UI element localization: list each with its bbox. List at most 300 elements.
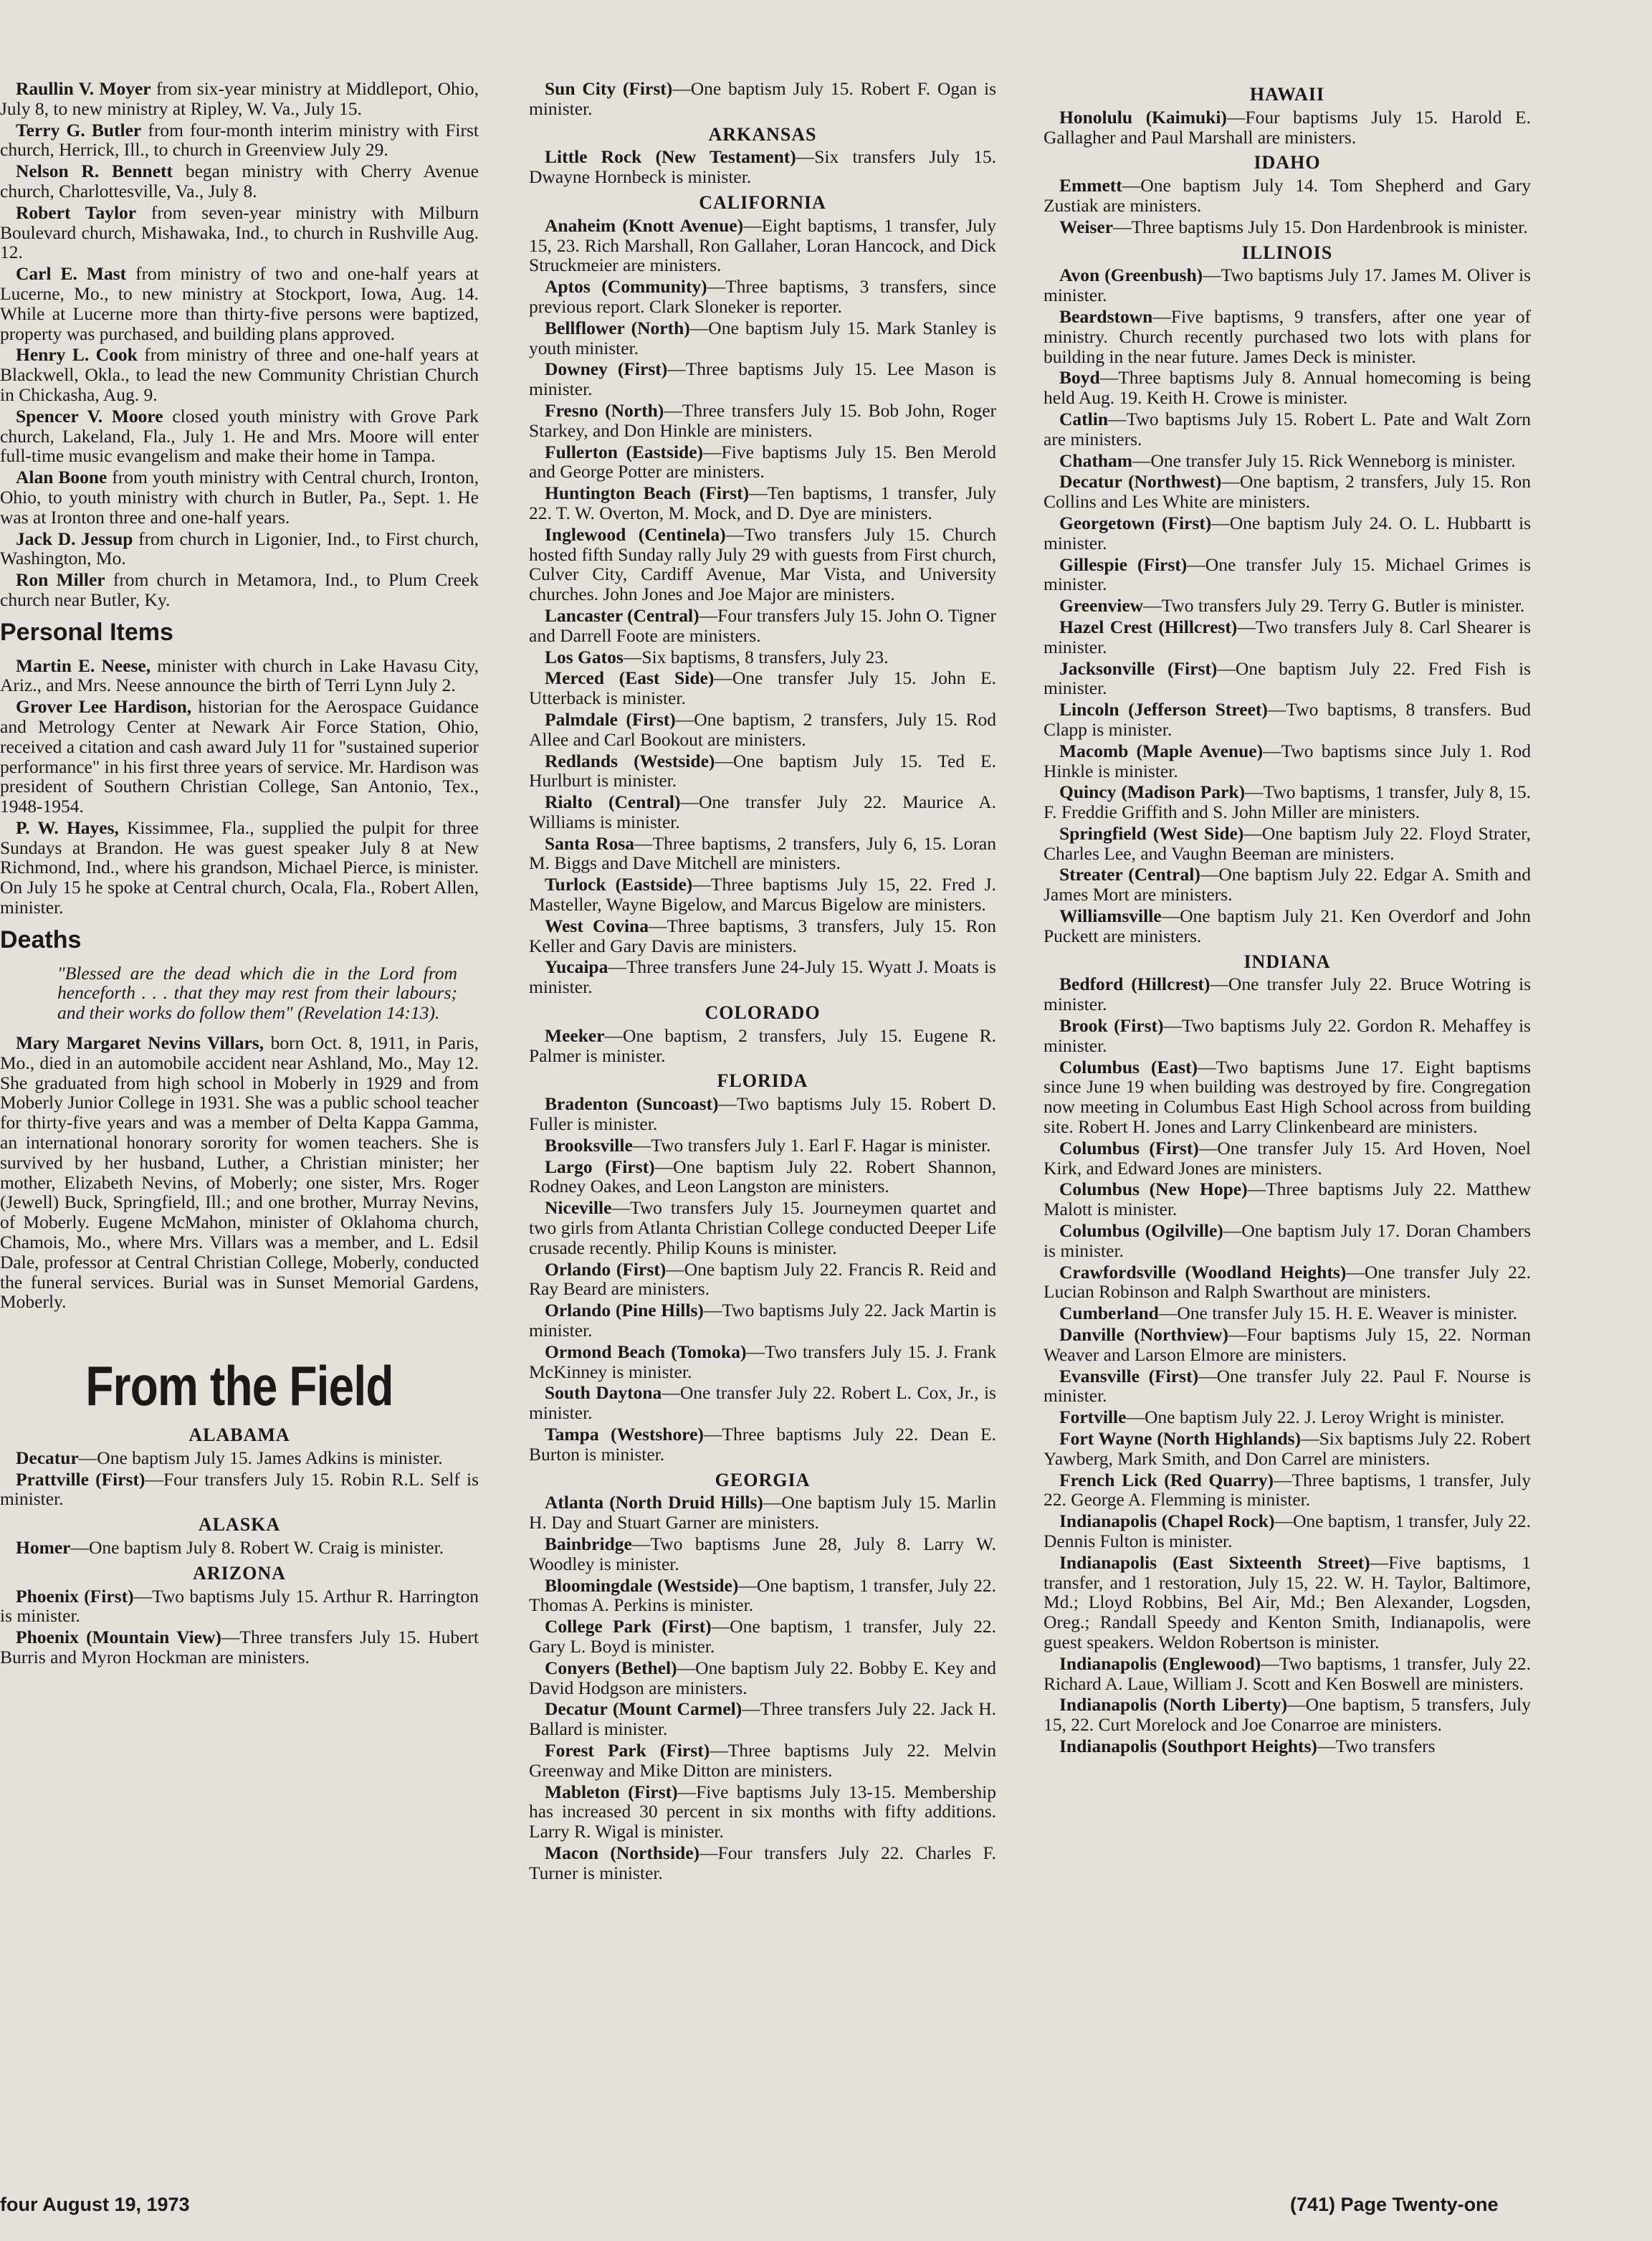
news-entry [1044, 1429, 1531, 1469]
news-entry [1044, 782, 1531, 822]
entry-lead: Anaheim (Knott Avenue) [545, 214, 744, 236]
entry-text: —One transfer July 15. Ard Hoven, Noel Kirk, and Edward Jones are ministers. [1044, 1137, 1531, 1179]
news-entry [0, 264, 479, 343]
entry-text: —Two baptisms, 8 transfers. Bud Clapp is minister. [1044, 699, 1531, 740]
entry-text: —One baptism, 2 transfers, July 15. Ron Collins and Les White are ministers. [1044, 471, 1531, 513]
footer-page-number: (741) Page Twenty-one [1290, 2194, 1499, 2215]
entry-lead: Indianapolis (Southport Heights) [1059, 1735, 1317, 1756]
entry-lead: Weiser [1059, 216, 1114, 237]
entry-text: —One baptism July 15. Ted E. Hurlburt is minister. [529, 750, 997, 791]
entry-text: —Three transfers July 15. Hubert Burris and Myron Hockman are ministers. [0, 1627, 479, 1667]
news-entry [529, 1843, 996, 1883]
entry-lead: Martin E. Neese, [16, 655, 151, 676]
entry-text: —Two baptisms June 17. Eight baptisms since June 19 when building was destroyed by fire. Congregation now meeting in Columbus East High School across from building site. Robert H. Jones and Larry Clinkenbeard are ministers. [1044, 1056, 1531, 1138]
state-heading: COLORADO [705, 1002, 821, 1024]
entry-lead: Lancaster (Central) [545, 604, 700, 626]
entry-lead: Catlin [1059, 408, 1109, 429]
entry-lead: Columbus (First) [1059, 1137, 1199, 1158]
ministry-changes-list [0, 79, 479, 610]
entry-text: —One transfer July 22. Maurice A. Williams is minister. [529, 791, 997, 832]
entry-text: —One baptism July 22. Bobby E. Key and David Hodgson are ministers. [529, 1657, 997, 1698]
news-entry [529, 647, 996, 667]
news-entry [1044, 1016, 1531, 1056]
entry-text: —Three baptisms July 8. Annual homecoming is being held Aug. 19. Keith H. Crowe is minister. [1044, 367, 1531, 409]
news-entry [529, 1741, 996, 1781]
entry-lead: Rialto (Central) [545, 791, 681, 813]
news-entry [0, 1470, 479, 1510]
news-entry [1044, 617, 1531, 657]
news-entry [529, 710, 996, 750]
news-entry [1044, 513, 1531, 553]
news-entry [529, 277, 996, 317]
entry-lead: Decatur (Mount Carmel) [545, 1698, 743, 1720]
news-entry [529, 1157, 996, 1197]
news-entry [0, 345, 479, 404]
entry-lead: Phoenix (Mountain View) [16, 1627, 221, 1648]
news-entry [529, 1699, 996, 1739]
entry-text: —Two baptisms July 15. Robert D. Fuller is minister. [529, 1093, 996, 1135]
entry-text: —Eight baptisms, 1 transfer, July 15, 23. Rich Marshall, Ron Gallaher, Loran Hancock, and Dick Struckmeier are ministers. [529, 214, 996, 276]
news-entry [529, 1260, 996, 1300]
entry-lead: Sun City (First) [545, 78, 673, 99]
news-entry [529, 525, 996, 604]
entry-lead: Greenview [1059, 595, 1144, 617]
entry-lead: Huntington Beach (First) [545, 482, 750, 504]
entry-lead: Decatur [16, 1447, 79, 1468]
entry-lead: Macomb (Maple Avenue) [1059, 740, 1264, 761]
news-entry [1044, 1057, 1531, 1137]
entry-lead: Cumberland [1059, 1303, 1159, 1324]
entry-text: —One transfer July 15. H. E. Weaver is minister. [1158, 1303, 1518, 1324]
entry-lead: Bedford (Hillcrest) [1059, 974, 1211, 995]
news-entry [1044, 409, 1531, 449]
news-entry [529, 442, 996, 482]
entry-text: —One baptism July 14. Tom Shepherd and Gary Zustiak are ministers. [1044, 175, 1531, 216]
entry-text: —Two baptisms July 15. Robert L. Pate and Walt Zorn are ministers. [1044, 408, 1531, 449]
news-entry [529, 1383, 996, 1423]
entry-text: —Three baptisms July 22. Dean E. Burton is minister. [529, 1424, 996, 1465]
news-entry [529, 916, 996, 956]
entry-text: —One transfer July 22. Bruce Wotring is minister. [1044, 974, 1532, 1015]
entry-text: —Two baptisms July 15. Arthur R. Harrington is minister. [0, 1585, 479, 1627]
entry-text: —Four baptisms July 15, 22. Norman Weaver and Larson Elmore are ministers. [1044, 1324, 1531, 1365]
entry-text: —Three transfers July 15. Bob John, Roger Starkey, and Don Hinkle are ministers. [529, 399, 997, 441]
entry-text: —One baptism July 15. Robert F. Ogan is minister. [529, 78, 996, 119]
news-entry [1044, 1179, 1531, 1219]
entry-text: —Two transfers July 15. Church hosted fifth Sunday rally July 29 with guests from First church, Culver City, Cardiff Avenue, Mar Vista, and University churches. John Jones and Joe Major are ministers. [529, 523, 996, 605]
entry-text: —One baptism July 22. Floyd Strater, Charles Lee, and Vaughn Beeman are ministers. [1044, 822, 1531, 864]
entry-lead: Orlando (Pine Hills) [545, 1300, 704, 1321]
entry-text: —One baptism, 2 transfers, July 15. Eugene R. Palmer is minister. [529, 1024, 996, 1066]
entry-text: —Three transfers July 22. Jack H. Ballard is minister. [529, 1698, 997, 1740]
entry-lead: South Daytona [545, 1382, 662, 1404]
news-entry [0, 406, 479, 466]
personal-items-heading: Personal Items [0, 618, 173, 646]
state-heading: HAWAII [1249, 84, 1325, 105]
entry-lead: Emmett [1059, 175, 1122, 196]
entry-lead: Niceville [545, 1197, 612, 1219]
entry-text: —Three baptisms July 22. Matthew Malott is minister. [1044, 1179, 1532, 1220]
news-entry [529, 1136, 996, 1156]
entry-text: —Two baptisms July 22. Gordon R. Mehaffey is minister. [1044, 1015, 1531, 1056]
entry-lead: Fullerton (Eastside) [545, 441, 704, 462]
entry-text: —One baptism July 22. Francis R. Reid and Ray Beard are ministers. [529, 1258, 997, 1300]
news-entry [1044, 307, 1531, 366]
news-entry [1044, 1511, 1531, 1551]
state-heading: ILLINOIS [1241, 242, 1333, 263]
news-entry [0, 1538, 479, 1558]
entry-lead: Alan Boone [16, 467, 108, 488]
entry-lead: Jack D. Jessup [16, 528, 133, 549]
entry-lead: Indianapolis (North Liberty) [1059, 1694, 1288, 1716]
news-entry [0, 1448, 479, 1468]
entry-text: —Three baptisms, 3 transfers, since previous report. Clark Sloneker is reporter. [529, 276, 996, 317]
field-states-left [0, 1425, 479, 1667]
entry-lead: Columbus (Ogilville) [1059, 1220, 1223, 1242]
entry-text: —One transfer July 22. Paul F. Nourse is minister. [1044, 1365, 1531, 1407]
deaths-heading: Deaths [0, 926, 82, 953]
entry-lead: Little Rock (New Testament) [545, 146, 796, 168]
entry-lead: Largo (First) [545, 1156, 655, 1177]
news-entry [0, 570, 479, 610]
entry-lead: Henry L. Cook [16, 344, 138, 366]
entry-lead: Quincy (Madison Park) [1059, 781, 1246, 803]
entry-lead: Bellflower (North) [545, 317, 690, 338]
news-entry [0, 467, 479, 527]
entry-lead: Yucaipa [545, 956, 608, 978]
entry-lead: Grover Lee Hardison, [16, 696, 192, 718]
entry-lead: Jacksonville (First) [1059, 657, 1218, 679]
state-heading: INDIANA [1243, 951, 1331, 972]
entry-text: —Four transfers July 15. Robin R.L. Self is minister. [0, 1468, 479, 1510]
state-heading: ALASKA [198, 1514, 281, 1536]
entry-lead: Beardstown [1059, 305, 1153, 327]
news-entry [1044, 1366, 1531, 1407]
news-entry [1044, 741, 1531, 781]
entry-text: —One transfer July 15. Michael Grimes is minister. [1044, 553, 1531, 595]
news-entry [529, 957, 996, 997]
news-entry [0, 1033, 479, 1312]
news-entry [0, 1586, 479, 1627]
news-entry [529, 792, 996, 832]
entry-lead: Mary Margaret Nevins Villars, [16, 1032, 264, 1054]
entry-lead: Lincoln (Jefferson Street) [1059, 699, 1268, 720]
entry-lead: Terry G. Butler [16, 119, 142, 141]
entry-text: —One transfer July 22. Lucian Robinson and Ralph Swarthout are ministers. [1044, 1261, 1531, 1303]
entry-text: —Six baptisms July 22. Robert Yawberg, Mark Smith, and Don Carrel are ministers. [1044, 1428, 1531, 1469]
entry-text: —One baptism, 1 transfer, July 22. Dennis Fulton is minister. [1044, 1510, 1531, 1551]
entry-lead: Inglewood (Centinela) [545, 523, 726, 545]
state-heading: ALABAMA [188, 1424, 290, 1446]
news-entry [1044, 472, 1531, 512]
entry-text: —Two transfers July 15. Journeymen quartet and two girls from Atlanta Christian College conducted Deeper Life crusade recently. Philip Kouns is minister. [529, 1197, 996, 1258]
entry-lead: Chatham [1059, 449, 1133, 471]
news-entry [0, 120, 479, 161]
entry-text: —Two transfers [1317, 1735, 1436, 1756]
news-entry [1044, 824, 1531, 864]
entry-lead: Nelson R. Bennett [16, 161, 173, 182]
news-entry [0, 656, 479, 696]
entry-lead: Forest Park (First) [545, 1739, 710, 1761]
news-entry [529, 216, 996, 275]
news-entry [1044, 596, 1531, 616]
entry-text: —Five baptisms, 1 transfer, and 1 restoration, July 15, 22. W. H. Taylor, Baltimore, Md.; Lloyd Robbins, Bel Air, Md.; Ben Alexander, Logsden, Oreg.; Randall Speedy and Kenton Smith, Indianapolis, were guest speakers. Weldon Robertson is minister. [1044, 1551, 1531, 1652]
entry-lead: Gillespie (First) [1059, 553, 1188, 575]
entry-text: from church in Metamora, Ind., to Plum Creek church near Butler, Ky. [0, 569, 479, 610]
news-entry [529, 1658, 996, 1698]
news-entry [1044, 1221, 1531, 1261]
entry-lead: Robert Taylor [16, 201, 137, 223]
news-entry [529, 1026, 996, 1066]
news-entry [1044, 555, 1531, 595]
entry-text: from four-month interim ministry with First church, Herrick, Ill., to church in Greenview July 29. [0, 119, 479, 161]
entry-lead: Williamsville [1059, 905, 1162, 927]
entry-text: —One baptism July 22. Fred Fish is minister. [1044, 657, 1531, 699]
entry-lead: Homer [16, 1537, 71, 1558]
news-entry [1044, 108, 1531, 148]
news-entry [0, 203, 479, 262]
entry-text: —One baptism July 17. Doran Chambers is minister. [1044, 1220, 1531, 1261]
entry-text: —Two baptisms June 28, July 8. Larry W. Woodley is minister. [529, 1533, 996, 1574]
entry-text: —One baptism, 1 transfer, July 22. Thomas A. Perkins is minister. [529, 1574, 996, 1616]
entry-text: minister with church in Lake Havasu City, Ariz., and Mrs. Neese announce the birth of Terri Lynn July 2. [0, 655, 479, 696]
entry-text: —Four transfers July 22. Charles F. Turner is minister. [529, 1842, 997, 1883]
entry-lead: Indianapolis (East Sixteenth Street) [1059, 1551, 1370, 1573]
news-entry [1044, 176, 1531, 216]
news-entry [1044, 1736, 1531, 1756]
news-entry [1044, 1654, 1531, 1694]
entry-lead: Fort Wayne (North Highlands) [1059, 1428, 1302, 1449]
entry-lead: Crawfordsville (Woodland Heights) [1059, 1261, 1347, 1283]
entry-lead: Palmdale (First) [545, 708, 676, 730]
news-entry [529, 834, 996, 874]
entry-lead: P. W. Hayes, [16, 817, 119, 838]
entry-text: —One transfer July 15. Rick Wenneborg is minister. [1132, 449, 1516, 471]
entry-text: —One baptism July 22. J. Leroy Wright is minister. [1126, 1407, 1505, 1428]
news-entry [1044, 659, 1531, 699]
news-entry [529, 875, 996, 915]
entry-lead: Aptos (Community) [545, 276, 707, 298]
entry-lead: Danville (Northview) [1059, 1324, 1228, 1346]
entry-text: —One baptism July 22. Robert Shannon, Rodney Oakes, and Leon Langston are ministers. [529, 1156, 996, 1197]
footer-date: four August 19, 1973 [0, 2194, 190, 2215]
entry-text: —Three baptisms July 15, 22. Fred J. Masteller, Wayne Bigelow, and Marcus Bigelow are ministers. [529, 874, 996, 915]
entry-lead: Bradenton (Suncoast) [545, 1093, 719, 1115]
entry-text: —One baptism July 15. James Adkins is minister. [78, 1447, 443, 1468]
news-entry [1044, 1262, 1531, 1303]
entry-lead: Turlock (Eastside) [545, 874, 693, 895]
entry-text: from youth ministry with Central church, Ironton, Ohio, to youth ministry with church in Butler, Pa., Sept. 1. He was at Ironton three and one-half years. [0, 467, 479, 528]
entry-lead: Decatur (Northwest) [1059, 471, 1222, 493]
entry-text: —Three baptisms, 1 transfer, July 22. George A. Flemming is minister. [1044, 1469, 1531, 1510]
entry-text: —Six transfers July 15. Dwayne Hornbeck is minister. [529, 146, 996, 188]
news-entry [529, 318, 996, 358]
entry-text: from seven-year ministry with Milburn Boulevard church, Mishawaka, Ind., to church in Rushville Aug. 12. [0, 201, 479, 263]
entry-lead: Brook (First) [1059, 1015, 1164, 1037]
entry-text: —Five baptisms July 13-15. Membership has increased 30 percent in six months with fifty additions. Larry R. Wigal is minister. [529, 1781, 996, 1842]
entry-text: born Oct. 8, 1911, in Paris, Mo., died in an automobile accident near Ashland, Mo., May 12. She graduated from high school in Moberly in 1929 and from Moberly Junior College in 1931. She was a public school teacher for thirty-five years and was a member of Delta Kappa Gamma, an international honorary sorority for women teachers. She is survived by her husband, Luther, a Christian minister; her mother, Elizabeth Nevins, of Moberly; one sister, Mrs. Roger (Jewell) Buck, Springfield, Ill.; and one brother, Murray Nevins, of Moberly. Eugene McMahon, minister of Oklahoma church, Chamois, Mo., where Mrs. Villars was a member, and L. Edsil Dale, professor at Central Christian College, Moberly, conducted the funeral services. Burial was in Sunset Memorial Gardens, Moberly. [0, 1032, 479, 1313]
entry-lead: Meeker [545, 1024, 605, 1046]
entry-text: —Five baptisms July 15. Ben Merold and George Potter are ministers. [529, 441, 996, 482]
entry-lead: Merced (East Side) [545, 667, 715, 689]
entry-lead: Georgetown (First) [1059, 512, 1212, 533]
entry-lead: Indianapolis (Chapel Rock) [1059, 1510, 1275, 1532]
entry-text: —One baptism, 1 transfer, July 22. Gary L. Boyd is minister. [529, 1616, 996, 1657]
entry-lead: College Park (First) [545, 1616, 712, 1637]
news-entry [1044, 1695, 1531, 1735]
entry-text: —Two baptisms July 22. Jack Martin is minister. [529, 1300, 996, 1341]
state-heading: FLORIDA [717, 1070, 808, 1092]
entry-text: —Three baptisms, 3 transfers, July 15. Ron Keller and Gary Davis are ministers. [529, 915, 996, 956]
news-entry [529, 751, 996, 791]
entry-lead: Mableton (First) [545, 1781, 678, 1802]
entry-lead: Spencer V. Moore [16, 405, 163, 427]
entry-text: —Two transfers July 1. Earl F. Hagar is minister. [632, 1134, 991, 1156]
news-entry [1044, 1553, 1531, 1652]
news-entry [1044, 1303, 1531, 1323]
entry-lead: Santa Rosa [545, 832, 635, 854]
deaths-quote: "Blessed are the dead which die in the Lord from henceforth . . . that they may rest from their labours; and their works do follow them" (Revelation 14:13). [57, 962, 457, 1024]
news-entry [529, 1424, 996, 1465]
entry-text: —Two baptisms since July 1. Rod Hinkle is minister. [1044, 740, 1532, 781]
entry-text: —Four transfers July 15. John O. Tigner and Darrell Foote are ministers. [529, 604, 996, 646]
column-middle [529, 79, 996, 1885]
entry-text: —One transfer July 15. John E. Utterback is minister. [529, 667, 996, 709]
entry-lead: Carl E. Mast [16, 263, 127, 285]
entry-lead: Ron Miller [16, 569, 105, 591]
entry-lead: Macon (Northside) [545, 1842, 700, 1863]
entry-text: —Four baptisms July 15. Harold E. Gallagher and Paul Marshall are ministers. [1044, 106, 1531, 148]
news-entry [529, 1617, 996, 1657]
news-entry [529, 1094, 996, 1134]
entry-text: —Five baptisms, 9 transfers, after one year of ministry. Church recently purchased two lots with plans for building in the near future. James Deck is minister. [1044, 305, 1531, 367]
news-entry [1044, 368, 1531, 408]
entry-text: —Ten baptisms, 1 transfer, July 22. T. W. Overton, M. Mock, and D. Dye are ministers. [529, 482, 996, 523]
entry-text: —One baptism, 2 transfers, July 15. Rod Allee and Carl Bookout are ministers. [529, 708, 996, 750]
state-heading: ARIZONA [193, 1562, 286, 1584]
entry-lead: Orlando (First) [545, 1258, 667, 1280]
news-entry [529, 1198, 996, 1257]
news-entry [1044, 1407, 1531, 1427]
entry-lead: Atlanta (North Druid Hills) [545, 1492, 763, 1513]
entry-text: —One transfer July 22. Robert L. Cox, Jr., is minister. [529, 1382, 996, 1424]
news-entry [1044, 906, 1531, 946]
entry-lead: Honolulu (Kaimuki) [1059, 106, 1227, 128]
entry-lead: Raullin V. Moyer [16, 78, 151, 99]
column-left [0, 79, 479, 1669]
entry-lead: Fresno (North) [545, 399, 664, 421]
entry-lead: Tampa (Westshore) [545, 1424, 704, 1445]
news-entry [1044, 700, 1531, 740]
news-entry [529, 483, 996, 523]
entry-lead: Springfield (West Side) [1059, 822, 1244, 844]
news-entry [1044, 865, 1531, 905]
entry-text: —One baptism July 15. Marlin H. Day and Stuart Garner are ministers. [529, 1492, 996, 1533]
entry-lead: French Lick (Red Quarry) [1059, 1469, 1274, 1490]
entry-lead: Columbus (New Hope) [1059, 1179, 1248, 1200]
entry-text: —One baptism July 21. Ken Overdorf and John Puckett are ministers. [1044, 905, 1531, 946]
state-heading: CALIFORNIA [699, 191, 826, 213]
news-entry [529, 1576, 996, 1616]
entry-text: —Three baptisms July 15. Don Hardenbrook is minister. [1113, 216, 1528, 237]
entry-lead: Ormond Beach (Tomoka) [545, 1341, 747, 1362]
entry-text: —Two baptisms, 1 transfer, July 8, 15. F. Freddie Griffith and S. John Miller are ministers. [1044, 781, 1531, 823]
news-entry [1044, 217, 1531, 237]
entry-lead: Prattville (First) [16, 1468, 145, 1490]
state-heading: IDAHO [1254, 152, 1321, 173]
entry-text: —One baptism, 5 transfers, July 15, 22. Curt Morelock and Joe Conarroe are ministers. [1044, 1694, 1532, 1736]
news-entry [0, 818, 479, 918]
news-entry [529, 1493, 996, 1533]
entry-text: —One baptism July 15. Mark Stanley is youth minister. [529, 317, 996, 358]
entry-text: —Two transfers July 8. Carl Shearer is minister. [1044, 616, 1532, 657]
news-entry [529, 401, 996, 441]
entry-lead: Bloomingdale (Westside) [545, 1574, 739, 1596]
entry-text: —Three baptisms, 2 transfers, July 6, 15. Loran M. Biggs and Dave Mitchell are ministers. [529, 832, 997, 874]
entry-text: —Three transfers June 24-July 15. Wyatt J. Moats is minister. [529, 956, 996, 998]
news-entry [529, 1782, 996, 1842]
news-entry [529, 1534, 996, 1574]
entry-lead: Boyd [1059, 367, 1100, 389]
entry-lead: Columbus (East) [1059, 1056, 1198, 1077]
news-entry [1044, 1470, 1531, 1510]
entry-lead: Streater (Central) [1059, 864, 1200, 885]
entry-lead: Los Gatos [545, 646, 624, 667]
news-entry [0, 1627, 479, 1667]
column-right [1044, 79, 1531, 1758]
entry-lead: West Covina [545, 915, 649, 936]
news-entry [529, 147, 996, 187]
entry-lead: Redlands (Westside) [545, 750, 715, 771]
news-entry [529, 359, 996, 399]
news-entry [529, 79, 996, 119]
entry-text: —Two transfers July 29. Terry G. Butler is minister. [1143, 595, 1525, 617]
entry-text: —Three baptisms July 22. Melvin Greenway and Mike Ditton are ministers. [529, 1739, 997, 1781]
entry-text: —Three baptisms July 15. Lee Mason is minister. [529, 358, 996, 400]
entry-text: —One baptism July 24. O. L. Hubbartt is minister. [1044, 512, 1531, 553]
entry-text: began ministry with Cherry Avenue church, Charlottesville, Va., July 8. [0, 161, 479, 201]
entry-text: —One baptism July 8. Robert W. Craig is minister. [70, 1537, 444, 1558]
entry-text: —Two baptisms, 1 transfer, July 22. Richard A. Laue, William J. Scott and Ken Boswell are ministers. [1044, 1652, 1531, 1694]
entry-text: Kissimmee, Fla., supplied the pulpit for three Sundays at Brandon. He was guest speaker July 8 at New Richmond, Ind., where his grandson, Michael Pierce, is minister. On July 15 he spoke at Central church, Ocala, Fla., Robert Allen, minister. [0, 817, 479, 918]
entry-text: —One baptism July 22. Edgar A. Smith and James Mort are ministers. [1044, 864, 1532, 905]
entry-text: from six-year ministry at Middleport, Ohio, July 8, to new ministry at Ripley, W. Va., July 15. [0, 78, 479, 119]
entry-text: from church in Ligonier, Ind., to First church, Washington, Mo. [0, 528, 479, 569]
news-entry [0, 529, 479, 569]
entry-text: —Two baptisms July 17. James M. Oliver is minister. [1044, 265, 1531, 306]
news-entry [529, 668, 996, 708]
entry-lead: Phoenix (First) [16, 1585, 134, 1607]
state-heading: ARKANSAS [708, 123, 817, 145]
entry-lead: Downey (First) [545, 358, 668, 380]
entry-lead: Fortville [1059, 1407, 1127, 1428]
news-entry [0, 161, 479, 201]
entry-lead: Bainbridge [545, 1533, 632, 1554]
news-entry [0, 697, 479, 817]
entry-text: historian for the Aerospace Guidance and Metrology Center at Newark Air Force Station, Ohio, received a citation and cash award July 11 for "sustained superior performance" in his first three years of service. Mr. Hardison was president of Southern Christian College, San Antonio, Tex., 1948-1954. [0, 696, 479, 817]
news-entry [529, 1342, 996, 1382]
entry-lead: Conyers (Bethel) [545, 1657, 677, 1678]
news-entry [529, 606, 996, 646]
from-the-field-title: From the Field [85, 1354, 393, 1418]
news-entry [1044, 451, 1531, 471]
personal-items-list [0, 656, 479, 918]
entry-text: from ministry of three and one-half years at Blackwell, Okla., to lead the new Community Christian Church in Chickasha, Aug. 9. [0, 344, 479, 405]
news-entry [1044, 265, 1531, 305]
entry-lead: Evansville (First) [1059, 1365, 1199, 1386]
entry-lead: Indianapolis (Englewood) [1059, 1652, 1261, 1674]
deaths-list [0, 1033, 479, 1312]
